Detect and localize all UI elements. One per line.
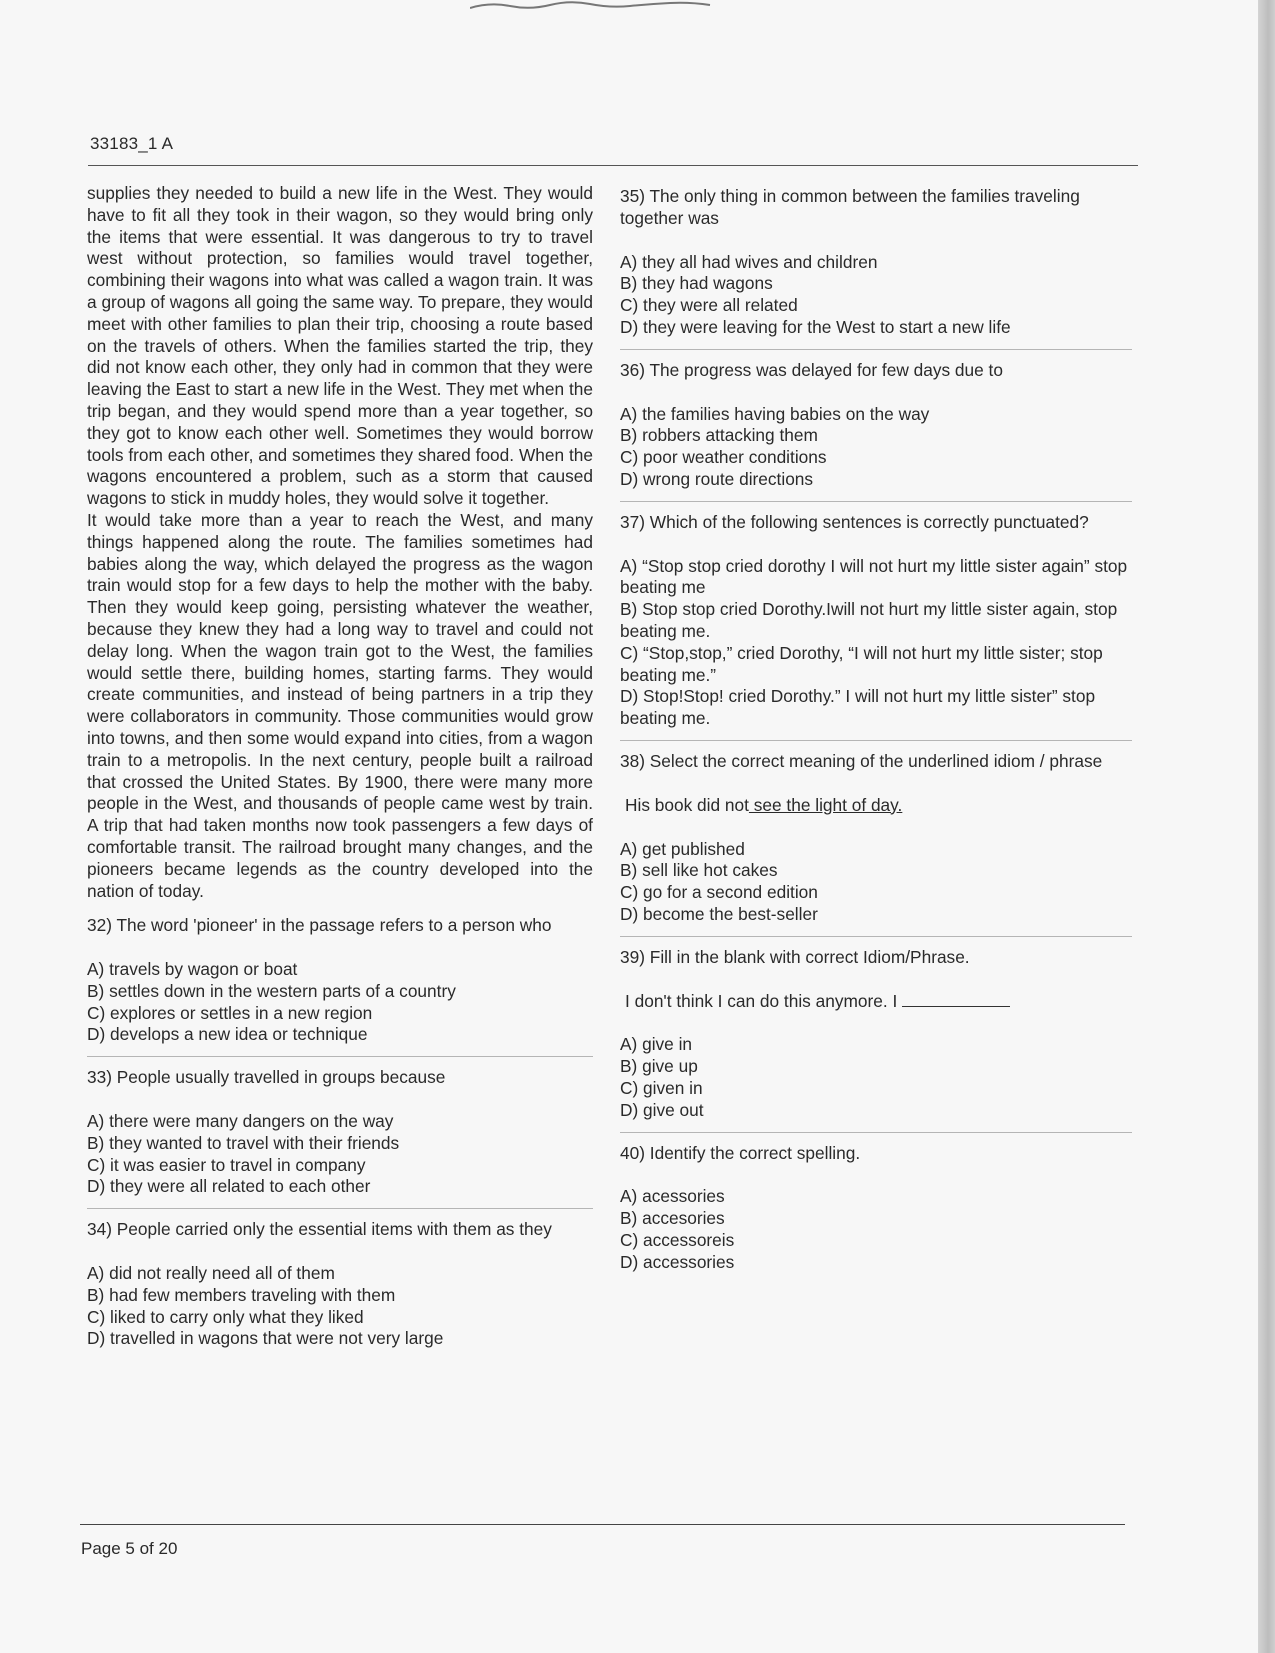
answer-options — [620, 1034, 1132, 1121]
scan-artifact — [470, 0, 730, 10]
answer-option[interactable]: A) did not really need all of them — [87, 1263, 335, 1284]
answer-option[interactable]: B) accesories — [620, 1208, 725, 1229]
answer-options — [620, 556, 1132, 730]
question-divider — [87, 1056, 593, 1057]
left-column — [87, 183, 593, 1350]
answer-blank[interactable] — [902, 992, 1010, 1007]
answer-option[interactable]: C) it was easier to travel in company — [87, 1154, 366, 1175]
page-number: Page 5 of 20 — [81, 1539, 178, 1558]
answer-options — [87, 1263, 593, 1350]
question-prompt: 38) Select the correct meaning of the underlined idiom / phrase — [620, 750, 1103, 771]
passage-paragraph: It would take more than a year to reach the West, and many things happened along the route. The families sometimes had babies along the way, which delayed the progress as the wagon train would stop for a few days to help the mother with the baby. Then they would keep going, persisting whatever the weather, because they knew they had a long way to travel and could not delay long. When the wagon train got to the West, the families would settle there, building homes, starting farms. They would create communities, and instead of being partners in a trip they were collaborators in community. Those communities would grow into towns, and then some would expand into cities, from a wagon train to a metropolis. In the next century, people built a railroad that crossed the United States. By 1900, there were many more people in the West, and thousands of people came west by train. A trip that had taken months now took passengers a few days of comfortable transit. The railroad brought many changes, and the pioneers became legends as the country developed into the nation of today. — [87, 509, 593, 901]
answer-options — [620, 839, 1132, 926]
answer-option[interactable]: A) acessories — [620, 1186, 725, 1207]
answer-option[interactable]: A) travels by wagon or boat — [87, 959, 298, 980]
question-divider — [620, 349, 1132, 350]
answer-option[interactable]: D) become the best-seller — [620, 903, 818, 924]
passage-paragraph: supplies they needed to build a new life in the West. They would have to fit all they took in their wagon, so they would bring only the items that were essential. It was dangerous to try to travel west without protection, so families would travel together, combining their wagons into what was called a wagon train. It was a group of wagons all going the same way. To prepare, they would meet with other families to plan their trip, choosing a route based on the travels of others. When the families started the trip, they did not know each other, they only had in common that they were leaving the East to start a new life in the West. They met when the trip began, and they would spend more than a year together, so they got to know each other well. Sometimes they would borrow tools from each other, and sometimes they shared food. When the wagons encountered a problem, such as a storm that caused wagons to stick in muddy holes, they would solve it together. — [87, 183, 593, 509]
answer-option[interactable]: D) develops a new idea or technique — [87, 1024, 368, 1045]
question-34 — [87, 1219, 593, 1350]
answer-options — [620, 1186, 1132, 1273]
answer-option[interactable]: A) get published — [620, 838, 745, 859]
answer-option[interactable]: C) poor weather conditions — [620, 447, 827, 468]
answer-option[interactable]: B) they wanted to travel with their friends — [87, 1132, 400, 1153]
answer-option[interactable]: D) Stop!Stop! cried Dorothy.” I will not hurt my little sister” stop beating me. — [620, 686, 1096, 729]
question-prompt: 33) People usually travelled in groups because — [87, 1067, 446, 1088]
answer-option[interactable]: B) settles down in the western parts of a country — [87, 980, 456, 1001]
question-sentence — [625, 795, 1132, 817]
answer-option[interactable]: C) “Stop,stop,” cried Dorothy, “I will not hurt my little sister; stop beating me.” — [620, 642, 1103, 685]
question-40 — [620, 1143, 1132, 1274]
sentence-text: His book did not — [625, 794, 749, 815]
question-prompt: 32) The word 'pioneer' in the passage refers to a person who — [87, 915, 552, 936]
document-id: 33183_1 A — [90, 134, 174, 153]
question-prompt: 36) The progress was delayed for few days due to — [620, 359, 1003, 380]
question-38 — [620, 751, 1132, 926]
answer-option[interactable]: A) they all had wives and children — [620, 251, 878, 272]
answer-option[interactable]: D) travelled in wagons that were not very large — [87, 1328, 444, 1349]
question-divider — [620, 740, 1132, 741]
answer-option[interactable]: D) they were all related to each other — [87, 1176, 371, 1197]
answer-option[interactable]: C) given in — [620, 1077, 703, 1098]
answer-option[interactable]: C) liked to carry only what they liked — [87, 1306, 364, 1327]
question-prompt: 35) The only thing in common between the families traveling together was — [620, 186, 1080, 228]
question-divider — [87, 1208, 593, 1209]
reading-passage — [87, 183, 593, 902]
question-divider — [620, 501, 1132, 502]
answer-option[interactable]: D) accessories — [620, 1251, 735, 1272]
answer-option[interactable]: A) give in — [620, 1034, 693, 1055]
answer-option[interactable]: D) they were leaving for the West to start a new life — [620, 316, 1011, 337]
question-35 — [620, 186, 1132, 339]
header-divider — [88, 165, 1138, 166]
question-divider — [620, 936, 1132, 937]
sentence-text: I don't think I can do this anymore. I — [625, 990, 898, 1011]
answer-options — [620, 404, 1132, 491]
answer-option[interactable]: C) go for a second edition — [620, 882, 818, 903]
question-prompt: 40) Identify the correct spelling. — [620, 1142, 861, 1163]
answer-option[interactable]: B) had few members traveling with them — [87, 1284, 396, 1305]
question-sentence — [625, 991, 1132, 1013]
question-36 — [620, 360, 1132, 491]
answer-option[interactable]: C) explores or settles in a new region — [87, 1002, 373, 1023]
footer-divider — [80, 1524, 1125, 1525]
question-prompt: 34) People carried only the essential items with them as they — [87, 1219, 552, 1240]
underlined-idiom: see the light of day. — [748, 794, 903, 815]
answer-option[interactable]: C) they were all related — [620, 295, 798, 316]
answer-option[interactable]: A) there were many dangers on the way — [87, 1111, 394, 1132]
right-column — [620, 186, 1132, 1273]
answer-option[interactable]: D) wrong route directions — [620, 468, 814, 489]
question-33 — [87, 1067, 593, 1198]
answer-option[interactable]: B) Stop stop cried Dorothy.Iwill not hurt my little sister again, stop beating me. — [620, 599, 1118, 641]
question-prompt: 37) Which of the following sentences is correctly punctuated? — [620, 511, 1089, 532]
answer-option[interactable]: C) accessoreis — [620, 1229, 735, 1250]
question-37 — [620, 512, 1132, 730]
question-32 — [87, 915, 593, 1046]
answer-option[interactable]: B) robbers attacking them — [620, 425, 818, 446]
answer-options — [87, 1111, 593, 1198]
question-prompt: 39) Fill in the blank with correct Idiom/Phrase. — [620, 946, 970, 967]
question-39 — [620, 947, 1132, 1122]
answer-option[interactable]: B) sell like hot cakes — [620, 860, 778, 881]
answer-option[interactable]: A) “Stop stop cried dorothy I will not hurt my little sister again” stop beating me — [620, 555, 1128, 598]
page-edge-shadow — [1258, 0, 1275, 1653]
answer-option[interactable]: A) the families having babies on the way — [620, 403, 930, 424]
question-divider — [620, 1132, 1132, 1133]
answer-option[interactable]: B) they had wagons — [620, 273, 773, 294]
answer-options — [620, 252, 1132, 339]
answer-option[interactable]: D) give out — [620, 1099, 704, 1120]
answer-option[interactable]: B) give up — [620, 1056, 698, 1077]
answer-options — [87, 959, 593, 1046]
